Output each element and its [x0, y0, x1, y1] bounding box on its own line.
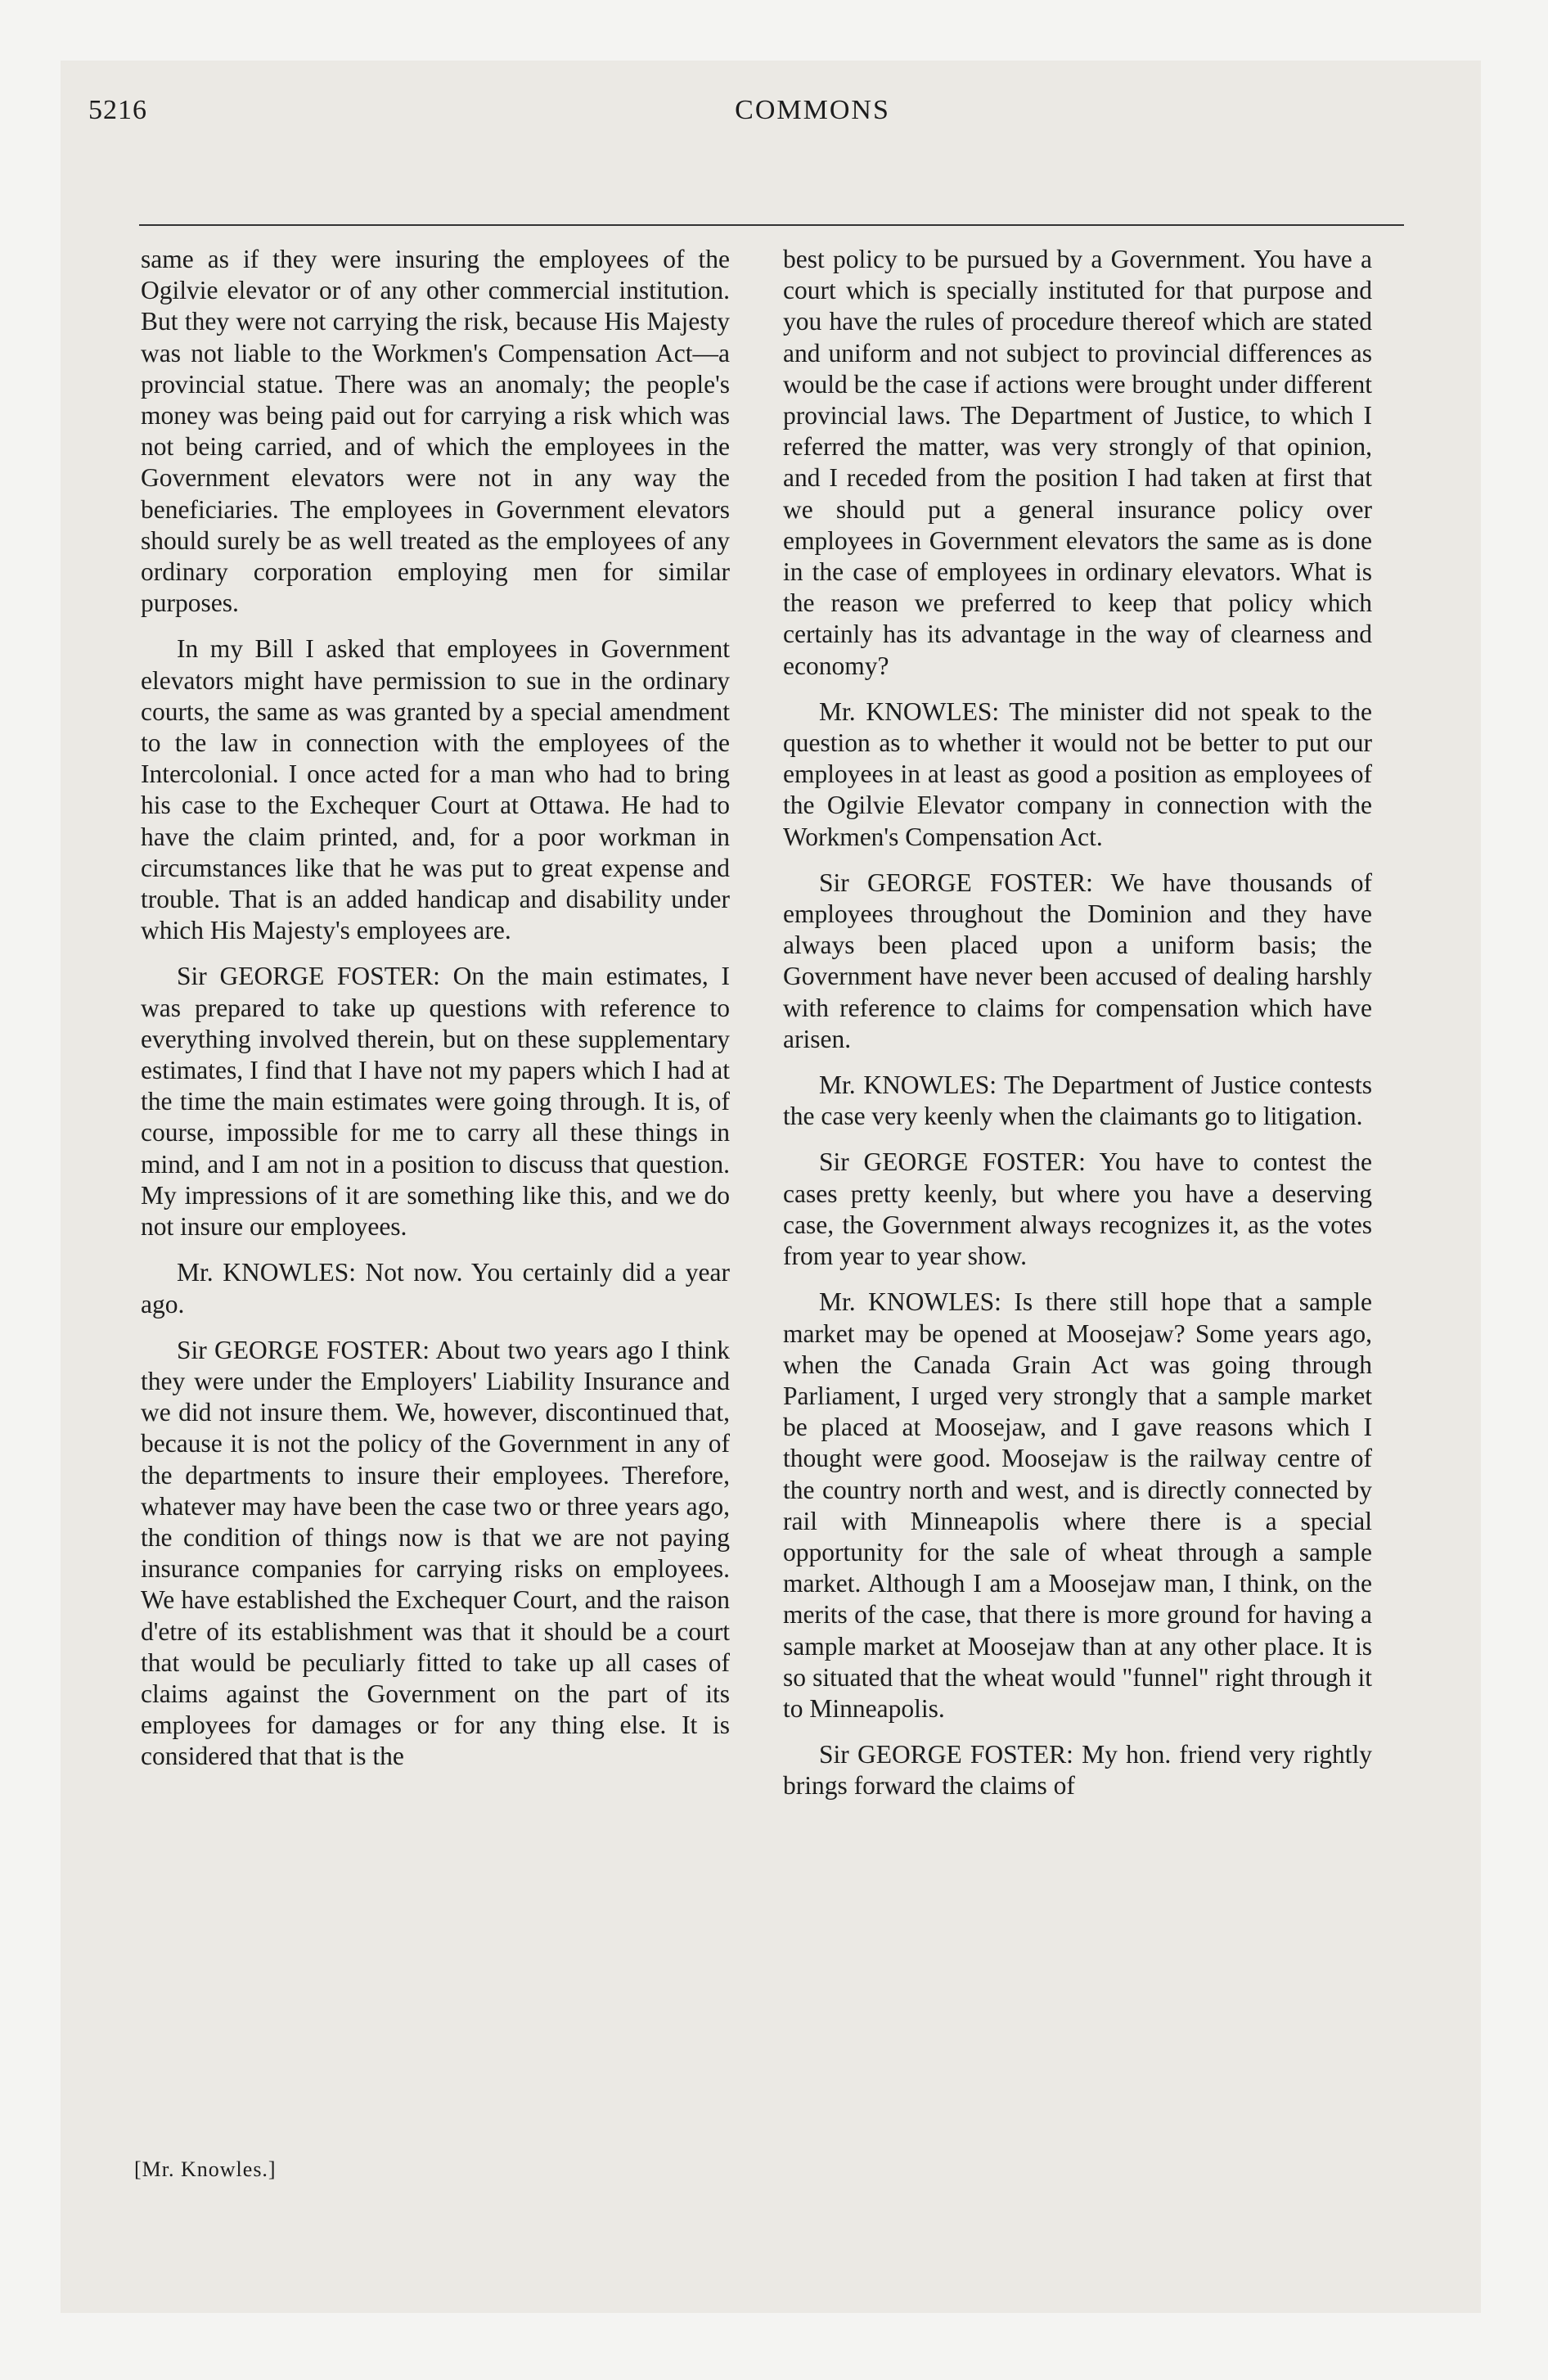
paragraph: In my Bill I asked that employees in Government elevators might have permission to sue in the ordinary courts, the same as was granted by a special amendment to the law in connection with the employees of the Intercolonial. I once acted for a man who had to bring his case to the Exchequer Court at Ottawa. He had to have the claim printed, and, for a poor workman in circumstances like that he was put to great expense and trouble. That is an added handicap and disability under which His Majesty's employees are.: [141, 634, 730, 945]
paragraph: Mr. KNOWLES: Is there still hope that a sample market may be opened at Moosejaw? Some years ago, when the Canada Grain Act was going through Parliament, I urged very strongly that a sample market be placed at Moosejaw, and I gave reasons which I thought were good. Moosejaw is the railway centre of the country north and west, and is directly connected by rail with Minneapolis where there is a special opportunity for the sale of wheat through a sample market. Although I am a Moosejaw man, I think, on the merits of the case, that there is more ground for having a sample market at Moosejaw than at any other place. It is so situated that the wheat would "funnel" right through it to Minneapolis.: [783, 1287, 1372, 1723]
paragraph: Mr. KNOWLES: Not now. You certainly did a year ago.: [141, 1258, 730, 1318]
paragraph: same as if they were insuring the employees of the Ogilvie elevator or of any other commercial institution. But they were not carrying the risk, because His Majesty was not liable to the Workmen's Compensation Act—a provincial statue. There was an anomaly; the people's money was being paid out for carrying a risk which was not being carried, and of which the employees in the Government elevators were not in any way the beneficiaries. The employees in Government elevators should surely be as well treated as the employees of any ordinary corporation employing men for similar purposes.: [141, 245, 730, 618]
header-rule: [139, 224, 1404, 226]
paragraph: Sir GEORGE FOSTER: About two years ago I think they were under the Employers' Liability Insurance and we did not insure them. We, however, discontinued that, because it is not the policy of the Government in any of the departments to insure their employees. Therefore, whatever may have been the case two or three years ago, the condition of things now is that we are not paying insurance companies for carrying risks on employees. We have established the Exchequer Court, and the raison d'etre of its establishment was that it should be a court that would be peculiarly fitted to take up all cases of claims against the Government on the part of its employees for damages or for any thing else. It is considered that that is the: [141, 1335, 730, 1771]
paragraph: Sir GEORGE FOSTER: On the main estimates, I was prepared to take up questions with reference to everything involved therein, but on these supplementary estimates, I find that I have not my papers which I had at the time the main estimates were going through. It is, of course, impossible for me to carry all these things in mind, and I am not in a position to discuss that question. My impressions of it are something like this, and we do not insure our employees.: [141, 962, 730, 1242]
speaker-footer-note: [Mr. Knowles.]: [134, 2157, 277, 2181]
paragraph: Sir GEORGE FOSTER: My hon. friend very rightly brings forward the claims of: [783, 1740, 1372, 1801]
right-column: [783, 244, 1372, 1817]
paragraph: Sir GEORGE FOSTER: You have to contest the cases pretty keenly, but where you have a deserving case, the Government always recognizes it, as the votes from year to year show.: [783, 1147, 1372, 1271]
page-header: [88, 95, 1397, 144]
paragraph: Mr. KNOWLES: The Department of Justice contests the case very keenly when the claimants go to litigation.: [783, 1071, 1372, 1131]
paragraph: Sir GEORGE FOSTER: We have thousands of employees throughout the Dominion and they have always been placed upon a uniform basis; the Government have never been accused of dealing harshly with reference to claims for compensation which have arisen.: [783, 868, 1372, 1053]
page-number: 5216: [88, 95, 147, 125]
paragraph: best policy to be pursued by a Government. You have a court which is specially instituted for that purpose and you have the rules of procedure thereof which are stated and uniform and not subject to provincial differences as would be the case if actions were brought under different provincial laws. The Department of Justice, to which I referred the matter, was very strongly of that opinion, and I receded from the position I had taken at first that we should put a general insurance policy over employees in Government elevators the same as is done in the case of employees in ordinary elevators. What is the reason we preferred to keep that policy which certainly has its advantage in the way of clearness and economy?: [783, 245, 1372, 680]
paragraph: Mr. KNOWLES: The minister did not speak to the question as to whether it would not be better to put our employees in at least as good a position as employees of the Ogilvie Elevator company in connection with the Workmen's Compensation Act.: [783, 696, 1372, 851]
left-column: [141, 244, 730, 1787]
running-head: COMMONS: [735, 95, 890, 125]
